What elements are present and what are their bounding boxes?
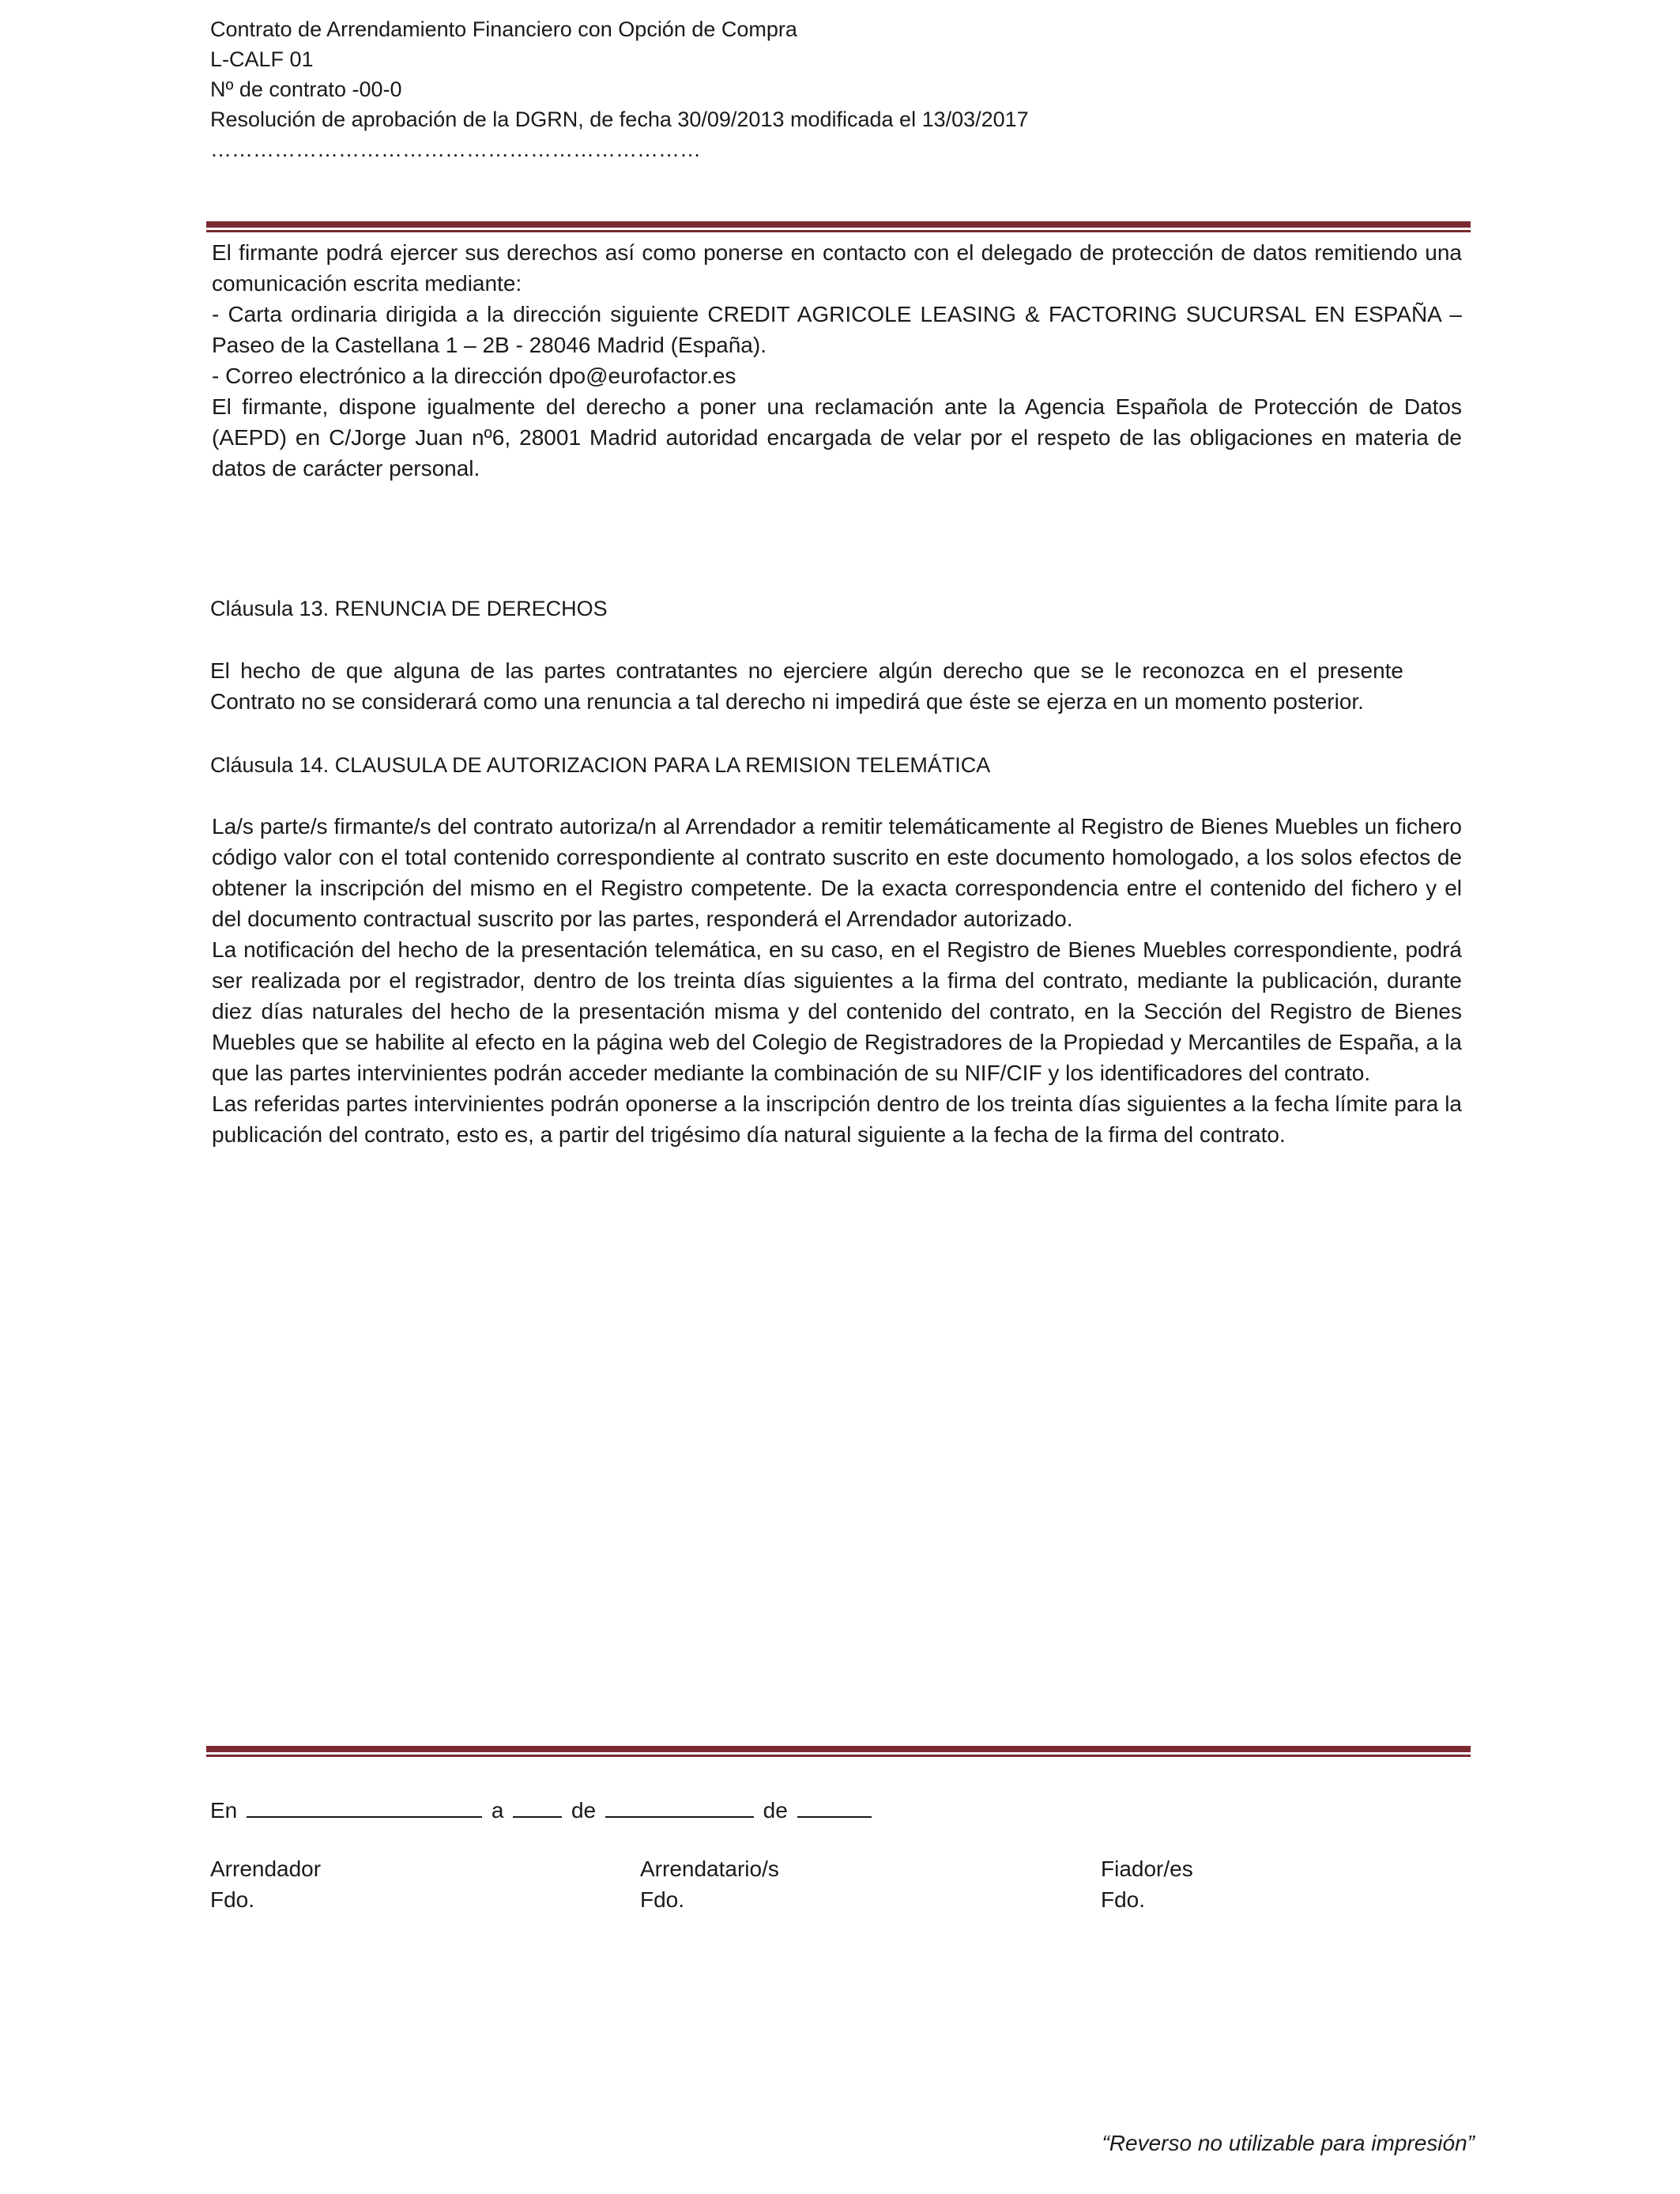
divider-thin-line	[206, 1755, 1471, 1757]
clause-14-paragraph-opposition: Las referidas partes intervinientes podrán oponerse a la inscripción dentro de los treinta días siguientes a la fecha límite para la publicación del contrato, esto es, a partir del trigésimo día natural siguiente a la fecha de la firma del contrato.	[212, 1091, 1462, 1147]
clause-13-heading: Cláusula 13. RENUNCIA DE DERECHOS	[210, 597, 608, 620]
year-label: de	[763, 1798, 788, 1823]
divider-thick-line	[206, 221, 1471, 228]
place-blank[interactable]	[247, 1793, 482, 1818]
signature-role: Arrendador	[210, 1857, 322, 1881]
email-option: - Correo electrónico a la dirección dpo@eurofactor.es	[212, 364, 736, 388]
document-header	[210, 14, 1029, 164]
signature-role: Arrendatario/s	[640, 1857, 779, 1881]
clause-14-paragraph-authorization: La/s parte/s firmante/s del contrato autoriza/n al Arrendador a remitir telemáticamente al Registro de Bienes Muebles un fichero código valor con el total contenido correspondiente al contrato suscrito en este documento homologado, a los solos efectos de obtener la inscripción del mismo en el Registro competente. De la exacta correspondencia entre el contenido del fichero y el del documento contractual suscrito por las partes, responderá el Arrendador autorizado.	[212, 814, 1462, 931]
month-blank[interactable]	[605, 1793, 754, 1818]
divider-thin-line	[206, 230, 1471, 232]
year-blank[interactable]	[797, 1793, 872, 1818]
reverse-not-printable-note: “Reverso no utilizable para impresión”	[1102, 2131, 1475, 2155]
signature-fdo: Fdo.	[210, 1887, 255, 1912]
signature-lessee	[640, 1853, 779, 1915]
contract-number: Nº de contrato -00-0	[210, 77, 402, 101]
month-label: de	[571, 1798, 597, 1823]
place-label: En	[210, 1798, 238, 1823]
day-label: a	[491, 1798, 504, 1823]
bottom-divider	[206, 1746, 1471, 1759]
day-blank[interactable]	[513, 1793, 562, 1818]
clause-14-paragraph-notification: La notificación del hecho de la presentación telemática, en su caso, en el Registro de Bienes Muebles correspondiente, podrá ser realizada por el registrador, dentro de los treinta días siguientes a la firma del contrato, mediante la publicación, durante diez días naturales del hecho de la presentación misma y del contenido del contrato, en la Sección del Registro de Bienes Muebles que se habilite al efecto en la página web del Colegio de Registradores de la Propiedad y Mercantiles de España, a la que las partes intervinientes podrán acceder mediante la combinación de su NIF/CIF y los identificadores del contrato.	[212, 937, 1462, 1085]
signature-guarantor	[1101, 1853, 1193, 1915]
clause-14-heading: Cláusula 14. CLAUSULA DE AUTORIZACION PARA LA REMISION TELEMÁTICA	[210, 753, 991, 777]
aepd-complaint: El firmante, dispone igualmente del derecho a poner una reclamación ante la Agencia Española de Protección de Datos (AEPD) en C/Jorge Juan nº6, 28001 Madrid autoridad encargada de velar por el respeto de las obligaciones en materia de datos de carácter personal.	[212, 394, 1462, 481]
postal-mail-option: - Carta ordinaria dirigida a la dirección siguiente CREDIT AGRICOLE LEASING & FACTORING SUCURSAL EN ESPAÑA – Paseo de la Castellana 1 – 2B - 28046 Madrid (España).	[212, 302, 1462, 357]
signature-fdo: Fdo.	[1101, 1887, 1146, 1912]
signature-fdo: Fdo.	[640, 1887, 685, 1912]
signature-role: Fiador/es	[1101, 1857, 1193, 1881]
clause-13-body	[210, 655, 1403, 717]
dotted-line: ……………………………………………………………	[210, 138, 701, 161]
data-protection-intro: El firmante podrá ejercer sus derechos así como ponerse en contacto con el delegado de protección de datos remitiendo una comunicación escrita mediante:	[212, 240, 1462, 296]
place-date-line	[210, 1793, 875, 1826]
clause-14-body	[212, 811, 1462, 1150]
divider-thick-line	[206, 1746, 1471, 1752]
signature-lessor	[210, 1853, 321, 1915]
contract-code: L-CALF 01	[210, 47, 314, 71]
clause-13-text: El hecho de que alguna de las partes contratantes no ejerciere algún derecho que se le reconozca en el presente Contrato no se considerará como una renuncia a tal derecho ni impedirá que éste se ejerza en un momento posterior.	[210, 658, 1403, 714]
top-divider	[206, 221, 1471, 234]
data-protection-section	[212, 237, 1462, 484]
approval-resolution: Resolución de aprobación de la DGRN, de fecha 30/09/2013 modificada el 13/03/2017	[210, 107, 1029, 131]
contract-title: Contrato de Arrendamiento Financiero con Opción de Compra	[210, 17, 797, 41]
